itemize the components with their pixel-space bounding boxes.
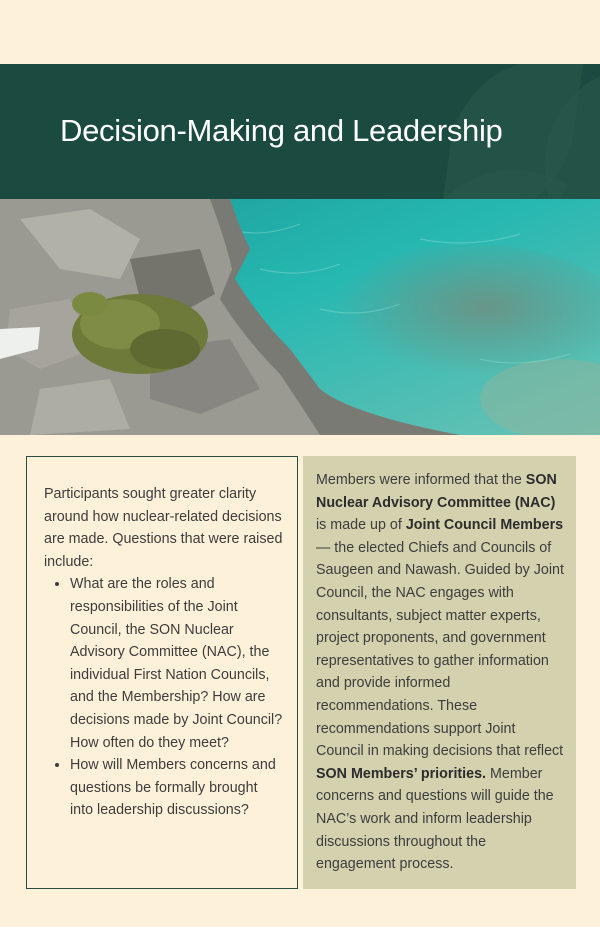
joint-council-term: Joint Council Members bbox=[405, 517, 564, 534]
shoreline-illustration bbox=[0, 199, 600, 435]
answer-text-part: Members were informed that the bbox=[316, 472, 526, 488]
list-item: • How will Members concerns and questions be formally brought into leadership discussions? bbox=[70, 754, 283, 822]
questions-list bbox=[44, 573, 283, 822]
answer-text-part: — the elected Chiefs and Councils of Saugeen and Nawash. Guided by Joint Council, the NAC engages with consultants, subject matter experts, project proponents, and government representatives to gather information and provide informed recommendations. These recommendations support Joint Council in making decisions that reflect bbox=[316, 539, 564, 760]
answer-text-part: is made up of bbox=[316, 517, 406, 534]
list-item: • What are the roles and responsibilities of the Joint Council, the SON Nuclear Advisory Committee (NAC), the individual First Nation Councils, and the Membership? How are decisions made by Joint Council? How often do they meet? bbox=[70, 573, 283, 754]
title-banner bbox=[0, 64, 600, 199]
shoreline-photo bbox=[0, 199, 600, 435]
page-title: Decision-Making and Leadership bbox=[60, 113, 503, 148]
questions-intro: Participants sought greater clarity around how nuclear-related decisions are made. Questions that were raised include: bbox=[44, 486, 283, 570]
answer-panel bbox=[303, 456, 576, 889]
questions-panel bbox=[26, 456, 298, 889]
member-priorities-term: SON Members’ priorities. bbox=[316, 765, 487, 782]
answer-text bbox=[316, 469, 566, 876]
nac-term: SON Nuclear Advisory Committee (NAC) bbox=[316, 472, 557, 511]
answer-text-part: Member concerns and questions will guide the NAC’s work and inform leadership discussions throughout the engagement process. bbox=[316, 765, 554, 873]
